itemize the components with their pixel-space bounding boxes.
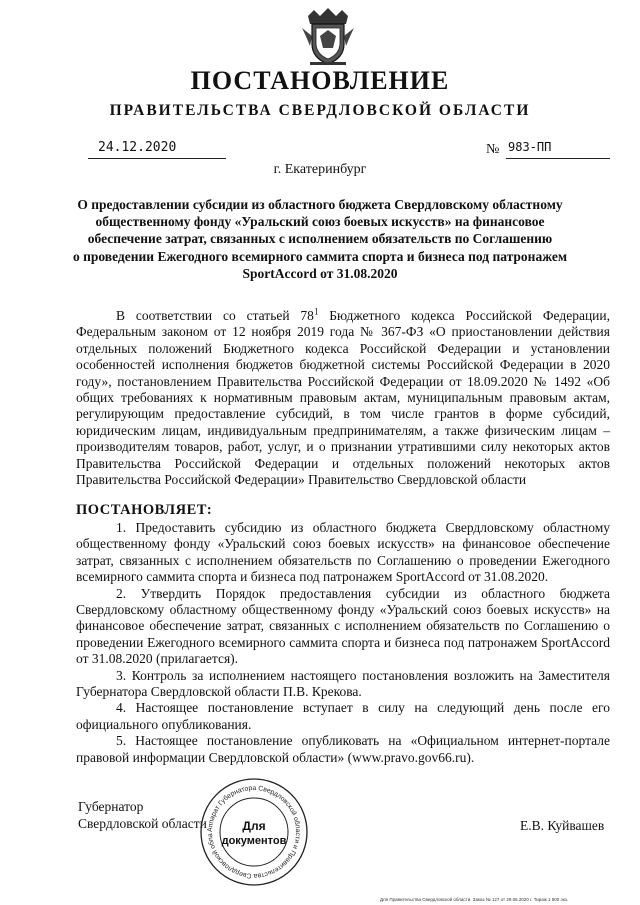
article-superscript: 1 [313,306,319,317]
document-date: 24.12.2020 [88,140,226,159]
decree-item: 5. Настоящее постановление опубликовать на «Официальном интернет-портале правовой информации Свердловской области» (www.pravo.gov66.ru). [76,733,610,765]
heading-line: обеспечение затрат, связанных с исполнением обязательств по Соглашению [87,231,553,247]
stamp-center-line: документов [221,835,287,847]
decree-item: 2. Утвердить Порядок предоставления субсидии из областного бюджета Свердловскому областному общественному фонду «Уральский союз боевых искусств» на финансовое обеспечение затрат, связанных с исполнением обязательств по Соглашению о проведении Ежегодного всемирного саммита спорта и бизнеса под патронажем SportAccord от 31.08.2020 (прилагается). [76,585,610,667]
document-title: ПОСТАНОВЛЕНИЕ [190,66,450,95]
decree-item: 4. Настоящее постановление вступает в силу на следующий день после его официального опубликования. [76,700,610,732]
position-line: Губернатор [78,799,144,814]
preamble-paragraph [76,308,610,488]
signatory-position [78,798,207,832]
coat-of-arms-icon [300,6,356,68]
number-sign: № [486,142,500,157]
heading-line: SportAccord от 31.08.2020 [242,265,398,281]
document-heading [70,196,570,282]
stamp-center-line: Для [242,819,266,833]
heading-line: О предоставлении субсидии из областного бюджета Свердловскому областному [77,197,563,212]
city: г. Екатеринбург [273,162,367,177]
decree-item: 3. Контроль за исполнением настоящего постановления возложить на Заместителя Губернатора Свердловской области П.В. Крекова. [76,667,610,700]
stamp-ring-text: Аппарат Губернатора Свердловской области и Правительства Свердловской обла [206,784,302,880]
preamble-start: В соответствии со статьей 78 [116,308,314,323]
decree-item: 1. Предоставить субсидию из областного бюджета Свердловскому областному общественному фонду «Уральский союз боевых искусств» на финансовое обеспечение затрат, связанных с исполнением обязательств по Соглашению о проведении Ежегодного всемирного саммита спорта и бизнеса под патронажем SportAccord от 31.08.2020. [76,520,610,585]
official-stamp [198,776,310,888]
print-footer: Для Правительства Свердловской области. Заказ № 127 от 29.06.2020 г. Тираж 1 500 экз. [380,897,569,902]
signatory-name: Е.В. Куйвашев [520,818,605,833]
position-line: Свердловской области [78,816,207,831]
heading-line: общественному фонду «Уральский союз боевых искусств» на финансовое [95,214,545,230]
issuer-title: ПРАВИТЕЛЬСТВА СВЕРДЛОВСКОЙ ОБЛАСТИ [109,102,531,119]
decree-word: ПОСТАНОВЛЯЕТ: [76,502,213,518]
heading-line: о проведении Ежегодного всемирного саммита спорта и бизнеса под патронажем [72,248,568,264]
decree-items [76,520,610,766]
preamble-rest: Бюджетного кодекса Российской Федерации, Федеральным законом от 12 ноября 2019 года № 367-ФЗ «О приостановлении действия отдельных положений Бюджетного кодекса Российской Федерации и установлении особенностей исполнения бюджетов бюджетной системы Российской Федерации в 2020 году», постановлением Правительства Российской Федерации от 18.09.2020 № 1492 «Об общих требованиях к нормативным правовым актам, муниципальным правовым актам, регулирующим предоставление субсидий, в том числе грантов в форме субсидий, юридическим лицам, индивидуальным предпринимателям, а также физическим лицам – производителям товаров, работ, услуг, и о признании утратившими силу некоторых актов Правительства Российской Федерации и отдельных положений некоторых актов Правительства Российской Федерации» Правительство Свердловской области [76,308,610,488]
document-number: 983-ПП [506,140,610,159]
